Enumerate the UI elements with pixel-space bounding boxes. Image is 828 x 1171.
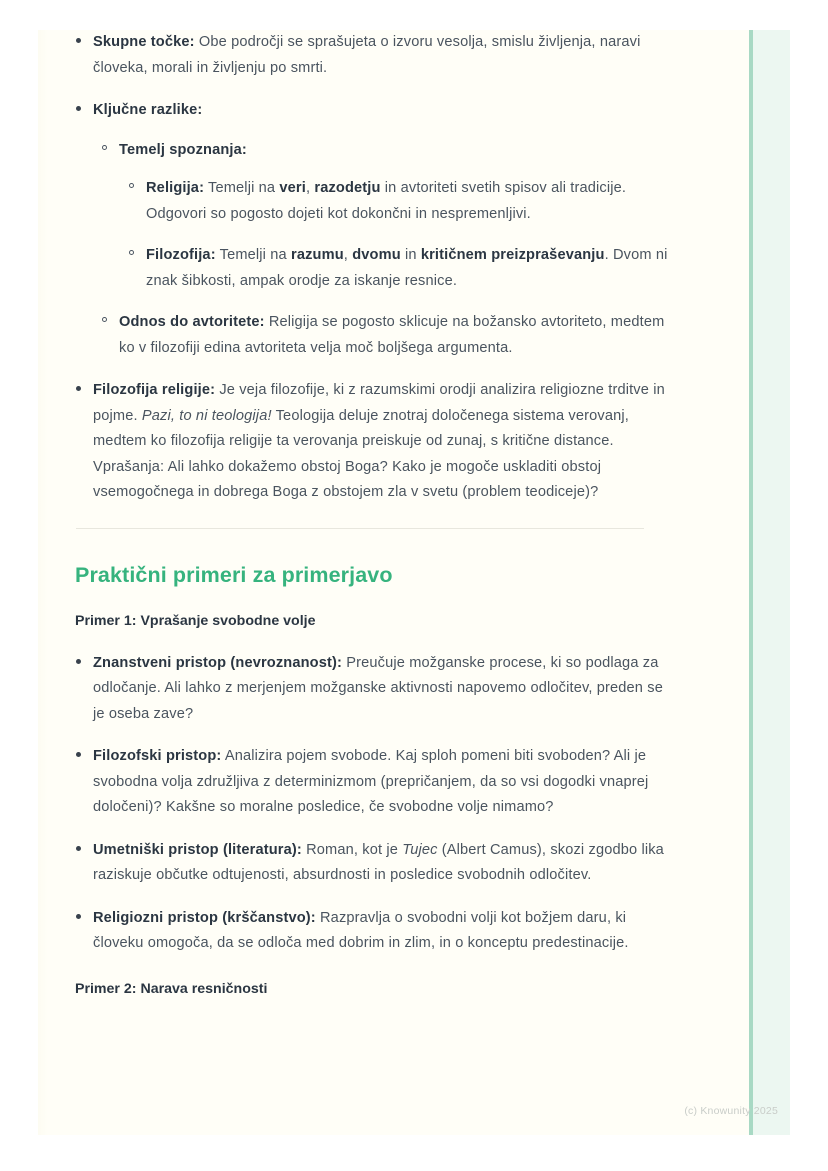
list-item-znanstveni-pristop xyxy=(67,651,677,728)
list-item-religiozni-pristop xyxy=(67,906,677,957)
temelj-spoznanja-lead: Temelj spoznanja: xyxy=(119,141,247,158)
filozofija-bold2: dvomu xyxy=(352,247,401,263)
main-bullet-list xyxy=(67,30,677,506)
religija-text xyxy=(146,176,677,227)
list-item-religija xyxy=(119,176,677,227)
list-item-kljucne-razlike xyxy=(67,98,677,361)
filozofija-part4: . Dvom ni znak šibkosti, ampak orodje za iskanje resnice. xyxy=(146,247,668,289)
religija-bold2: razodetju xyxy=(314,180,381,196)
page-left-shading xyxy=(38,30,48,1135)
disc-bullet-icon xyxy=(76,914,81,919)
skupne-tocke-lead: Skupne točke: xyxy=(93,34,195,50)
disc-bullet-icon xyxy=(76,386,81,391)
umetniski-pristop-italic: Tujec xyxy=(402,841,438,858)
filozofski-pristop-body: Analizira pojem svobode. Kaj sploh pomeni biti svoboden? Ali je svobodna volja združljiva z determinizmom (prepričanjem, da so vsi dogodki vnaprej določeni)? Kakšne so moralne posledice, če svobodne volje nimamo? xyxy=(93,748,649,815)
filozofija-religije-part2: Teologija deluje znotraj določenega sistema verovanj, medtem ko filozofija religije ta verovanja preiskuje od zunaj, s kritične distance. Vprašanja: Ali lahko dokažemo obstoj Boga? Kako je mogoče uskladiti obstoj vsemogočnega in dobrega Boga z obstojem zla v svetu (problem teodiceje)? xyxy=(93,407,629,500)
religiozni-pristop-text xyxy=(93,906,677,957)
primer1-subheading: Primer 1: Vprašanje svobodne volje xyxy=(75,612,316,629)
odnos-do-avtoritete-text xyxy=(119,310,677,361)
disc-bullet-icon xyxy=(76,38,81,43)
religiozni-pristop-body: Razpravlja o svobodni volji kot božjem daru, ki človeku omogoča, da se odloča med dobrim in zlim, in o konceptu predestinacije. xyxy=(93,909,629,951)
circle-bullet-icon xyxy=(102,145,107,150)
sub-sub-bullet-list xyxy=(119,176,677,294)
section-heading: Praktični primeri za primerjavo xyxy=(75,562,393,587)
filozofija-part3: in xyxy=(400,247,421,263)
filozofija-religije-text xyxy=(93,378,677,506)
znanstveni-pristop-lead: Znanstveni pristop (nevroznanost): xyxy=(93,654,343,671)
filozofija-text xyxy=(146,243,677,294)
kljucne-razlike-lead: Ključne razlike: xyxy=(93,102,203,118)
religiozni-pristop-lead: Religiozni pristop (krščanstvo): xyxy=(93,909,316,926)
sub-bullet-list xyxy=(93,138,677,362)
skupne-tocke-text xyxy=(93,30,677,81)
skupne-tocke-body: Obe področji se sprašujeta o izvoru vesolja, smislu življenja, naravi človeka, morali in življenju po smrti. xyxy=(93,34,641,76)
filozofski-pristop-text xyxy=(93,744,677,821)
filozofija-part1: Temelji na xyxy=(215,247,292,263)
disc-bullet-icon xyxy=(76,106,81,111)
odnos-do-avtoritete-lead: Odnos do avtoritete: xyxy=(119,314,265,330)
circle-bullet-icon xyxy=(129,183,134,188)
filozofija-lead: Filozofija: xyxy=(146,247,216,263)
list-item-umetniski-pristop xyxy=(67,838,677,889)
disc-bullet-icon xyxy=(76,752,81,757)
filozofija-part2: , xyxy=(343,247,353,263)
copyright-footer: (c) Knowunity 2025 xyxy=(684,1105,778,1117)
znanstveni-pristop-body: Preučuje možganske procese, ki so podlaga za odločanje. Ali lahko z merjenjem možganske aktivnosti napovemo odločitev, preden se je oseba zave? xyxy=(93,654,663,722)
primer1-bullet-list xyxy=(67,651,677,957)
document-content xyxy=(67,30,677,1135)
list-item-skupne-tocke xyxy=(67,30,677,81)
list-item-filozofski-pristop xyxy=(67,744,677,821)
umetniski-pristop-part1: Roman, kot je xyxy=(301,841,403,858)
circle-bullet-icon xyxy=(102,317,107,322)
filozofija-bold3: kritičnem preizpraševanju xyxy=(420,247,605,263)
primer2-subheading: Primer 2: Narava resničnosti xyxy=(75,980,268,997)
religija-part1: Temelji na xyxy=(204,180,280,196)
disc-bullet-icon xyxy=(76,659,81,664)
document-page xyxy=(38,30,790,1135)
disc-bullet-icon xyxy=(76,846,81,851)
znanstveni-pristop-text xyxy=(93,651,677,728)
filozofija-religije-lead: Filozofija religije: xyxy=(93,382,216,398)
umetniski-pristop-text xyxy=(93,838,677,889)
religija-lead: Religija: xyxy=(146,180,205,196)
umetniski-pristop-part2: (Albert Camus), skozi zgodbo lika raziskuje občutke odtujenosti, absurdnosti in posledice svobodnih odločitev. xyxy=(93,841,664,883)
kljucne-razlike-text xyxy=(93,98,677,124)
section-divider xyxy=(76,528,644,529)
filozofija-religije-part1: Je veja filozofije, ki z razumskimi orodji analizira religiozne trditve in pojme. xyxy=(93,382,665,424)
religija-part3: in avtoriteti svetih spisov ali tradicije. Odgovori so pogosto dojeti kot dokončni in nespremenljivi. xyxy=(146,180,627,222)
right-accent-panel xyxy=(753,30,790,1135)
odnos-do-avtoritete-body: Religija se pogosto sklicuje na božansko avtoriteto, medtem ko v filozofiji edina avtoriteta velja moč boljšega argumenta. xyxy=(119,314,665,356)
list-item-filozofija-religije xyxy=(67,378,677,506)
filozofski-pristop-lead: Filozofski pristop: xyxy=(93,748,222,764)
filozofija-religije-italic: Pazi, to ni teologija! xyxy=(141,407,272,424)
religija-bold1: veri xyxy=(279,180,306,196)
list-item-odnos-do-avtoritete xyxy=(93,310,677,361)
umetniski-pristop-lead: Umetniški pristop (literatura): xyxy=(93,841,302,858)
religija-part2: , xyxy=(305,180,315,196)
temelj-spoznanja-text xyxy=(119,138,677,164)
list-item-temelj-spoznanja xyxy=(93,138,677,295)
list-item-filozofija xyxy=(119,243,677,294)
circle-bullet-icon xyxy=(129,250,134,255)
filozofija-bold1: razumu xyxy=(291,247,344,263)
